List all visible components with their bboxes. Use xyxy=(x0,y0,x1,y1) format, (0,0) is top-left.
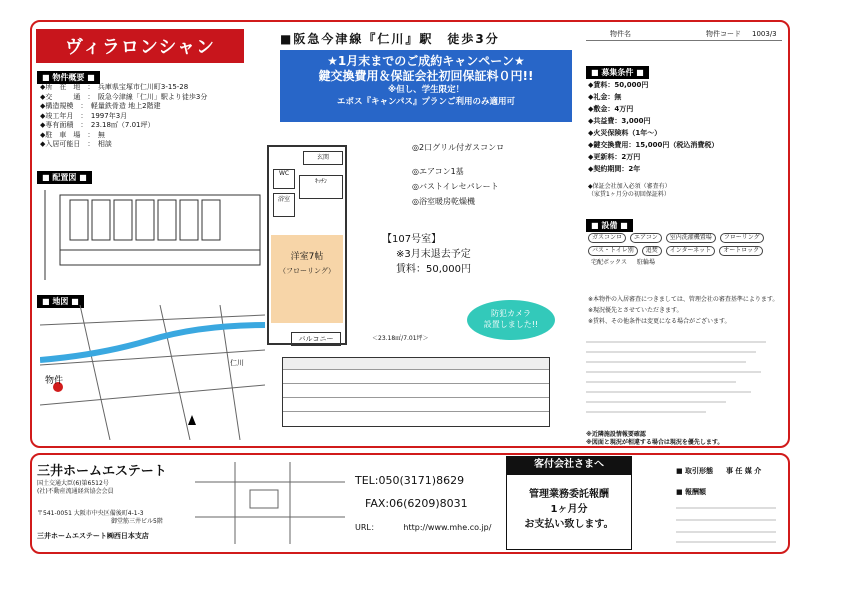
equipment-item: バス・トイレ別 xyxy=(588,246,638,256)
floor-plan xyxy=(267,145,347,345)
camera-line: 設置しました!! xyxy=(483,320,539,329)
fee-detail-lines xyxy=(676,498,784,546)
equipment-item: 駐輪場 xyxy=(636,259,655,266)
room-western-floor: （フローリング） xyxy=(278,267,336,275)
company-branch: 三井ホームエステート㈱西日本支店 xyxy=(37,532,149,540)
terms-row: ◆火災保険料（1年～） xyxy=(588,129,662,137)
company-fax: FAX:06(6209)8031 xyxy=(365,497,468,510)
note-line: ※現況優先とさせていただきます。 xyxy=(588,307,683,314)
notes-list xyxy=(588,296,778,326)
contact-heading: 客付会社さまへ xyxy=(506,456,632,474)
company-logo: 三井ホームエステート xyxy=(37,464,167,479)
footer-notes xyxy=(586,431,723,447)
room-wc: WC xyxy=(273,169,295,189)
room-rent: 賃料：50,000円 xyxy=(396,264,471,275)
room-info xyxy=(382,232,471,277)
equipment-item: 宅配ボックス xyxy=(591,259,627,266)
property-summary-list xyxy=(40,83,207,150)
terms-row: ◆敷金：4万円 xyxy=(588,105,634,113)
room-western xyxy=(271,235,343,323)
room-note: ※3月末退去予定 xyxy=(396,249,471,260)
summary-row: ◆駐 車 場 ： 無 xyxy=(40,130,105,139)
property-code-value: 1003/3 xyxy=(752,30,777,38)
feature-item: ◎2口グリル付ガスコンロ xyxy=(412,143,505,152)
summary-row: ◆所 在 地 ： 兵庫県宝塚市仁川町3-15-28 xyxy=(40,83,189,91)
summary-row: ◆竣工年月 ： 1997年3月 xyxy=(40,111,128,120)
summary-row: ◆入居可能日 ： 相談 xyxy=(40,140,112,148)
transaction-value: 事 任 媒 介 xyxy=(726,467,762,475)
terms-list xyxy=(588,79,718,175)
terms-row: ◆契約期間：2年 xyxy=(588,165,641,173)
office-map xyxy=(195,462,345,544)
equipment-item: エアコン xyxy=(630,233,662,243)
station-access: ■阪急今津線『仁川』駅 徒歩3分 xyxy=(280,32,500,46)
table-row xyxy=(283,358,549,370)
room-balcony: バルコニー xyxy=(291,332,341,346)
company-url-row xyxy=(355,522,491,533)
equipment-item: フローリング xyxy=(720,233,764,243)
footer-note: ※近隣施設情報要確認 xyxy=(586,431,646,438)
room-bath: 浴室 xyxy=(273,193,295,217)
terms-row: ◆礼金：無 xyxy=(588,93,622,101)
campaign-line: エポス『キャンパス』プランご利用のみ適用可 xyxy=(337,97,515,107)
area-caption: ＜23.18㎡/7.01坪＞ xyxy=(372,335,429,342)
cost-table xyxy=(282,357,550,427)
note-line: ※本物件の入居審査につきましては、管理会社の審査基準によります。 xyxy=(588,296,779,303)
terms-extra-line: （家賃1ヶ月分の初回保証料） xyxy=(588,191,670,198)
equipment-heading: ■ 設備 ■ xyxy=(586,219,633,232)
campaign-line: ★1月末までのご成約キャンペーン★ xyxy=(327,54,525,68)
feature-item: ◎エアコン1基 xyxy=(412,167,464,176)
terms-heading: ■ 募集条件 ■ xyxy=(586,66,649,79)
equipment-item: インターネット xyxy=(666,246,715,256)
equipment-item: ガスコンロ xyxy=(588,233,626,243)
company-address-building: 御堂筋三井ビル5階 xyxy=(111,518,163,525)
company-info xyxy=(37,480,163,542)
camera-line: 防犯カメラ xyxy=(491,309,531,318)
property-summary-heading: ■ 物件概要 ■ xyxy=(37,71,100,84)
contact-line: お支払い致します。 xyxy=(524,519,614,530)
feature-item: ◎浴室暖房乾燥機 xyxy=(412,197,475,206)
security-camera-badge xyxy=(467,300,555,340)
feature-item: ◎バストイレセパレート xyxy=(412,182,499,191)
summary-row: ◆専有面積 ： 23.18㎡（7.01坪） xyxy=(40,121,155,129)
equipment-list xyxy=(588,233,778,267)
equipment-item: 追焚 xyxy=(642,246,662,256)
terms-extra-line: ◆保証会社加入必須（審査有） xyxy=(588,183,671,190)
map-label-station: 仁川 xyxy=(230,359,244,367)
notes-detail-lines xyxy=(586,332,782,427)
campaign-line: 鍵交換費用＆保証会社初回保証料０円!! xyxy=(318,69,534,83)
layout-heading: ■ 配置図 ■ xyxy=(37,171,92,184)
url-label: URL： xyxy=(355,523,379,532)
property-name-label: 物件名 xyxy=(610,30,631,38)
fee-label: ■ 報酬額 xyxy=(676,488,707,496)
company-address: 〒541-0051 大阪市中央区備後町4-1-3 xyxy=(37,510,144,517)
room-kitchen: ｷｯﾁﾝ xyxy=(299,175,343,199)
table-row xyxy=(283,370,549,384)
room-number: 【107号室】 xyxy=(382,234,442,245)
campaign-line: ※但し、学生限定！ xyxy=(387,85,465,95)
contact-line: 管理業務委託報酬 xyxy=(529,489,609,500)
terms-extra xyxy=(588,183,671,199)
campaign-banner xyxy=(280,50,572,122)
site-layout-drawing xyxy=(40,180,265,285)
map-label-property: 物件 xyxy=(45,376,64,386)
transaction-label: ■ 取引形態 xyxy=(676,467,714,475)
room-entrance: 玄関 xyxy=(303,151,343,165)
company-association: (社)不動産流通経営協会会員 xyxy=(37,488,114,495)
header-divider xyxy=(586,40,782,41)
footer-note: ※図面と現況が相違する場合は現況を優先します。 xyxy=(586,439,724,446)
terms-row: ◆更新料：2万円 xyxy=(588,153,641,161)
company-license: 国土交通大臣(6)第6512号 xyxy=(37,480,109,487)
note-line: ※賃料、その他条件は変更になる場合がございます。 xyxy=(588,318,731,325)
terms-row: ◆賃料：50,000円 xyxy=(588,81,649,89)
terms-row: ◆共益費：3,000円 xyxy=(588,117,651,125)
notes-detail-area xyxy=(586,332,782,427)
table-row xyxy=(283,384,549,398)
north-arrow-icon xyxy=(188,415,196,425)
features-list xyxy=(412,142,504,207)
company-tel: TEL:050(3171)8629 xyxy=(355,474,465,487)
building-name-logo: ヴィラロンシャン xyxy=(36,29,244,63)
property-code-label: 物件コード xyxy=(706,30,741,38)
area-map xyxy=(40,305,265,440)
table-row xyxy=(283,398,549,412)
summary-row: ◆構造規模 ： 軽量鉄骨造 地上2階建 xyxy=(40,102,161,110)
contact-line: 1ヶ月分 xyxy=(550,504,588,515)
map-heading: ■ 地図 ■ xyxy=(37,295,84,308)
terms-row: ◆鍵交換費用：15,000円（税込消費税） xyxy=(588,141,719,149)
summary-row: ◆交 通 ： 阪急今津線「仁川」駅より徒歩3分 xyxy=(40,92,208,101)
room-western-label: 洋室7帖 xyxy=(290,252,324,262)
company-url[interactable]: http://www.mhe.co.jp/ xyxy=(403,523,492,532)
equipment-item: 室内洗濯機置場 xyxy=(666,233,716,243)
contact-body xyxy=(506,474,632,550)
equipment-item: オートロック xyxy=(719,246,763,256)
